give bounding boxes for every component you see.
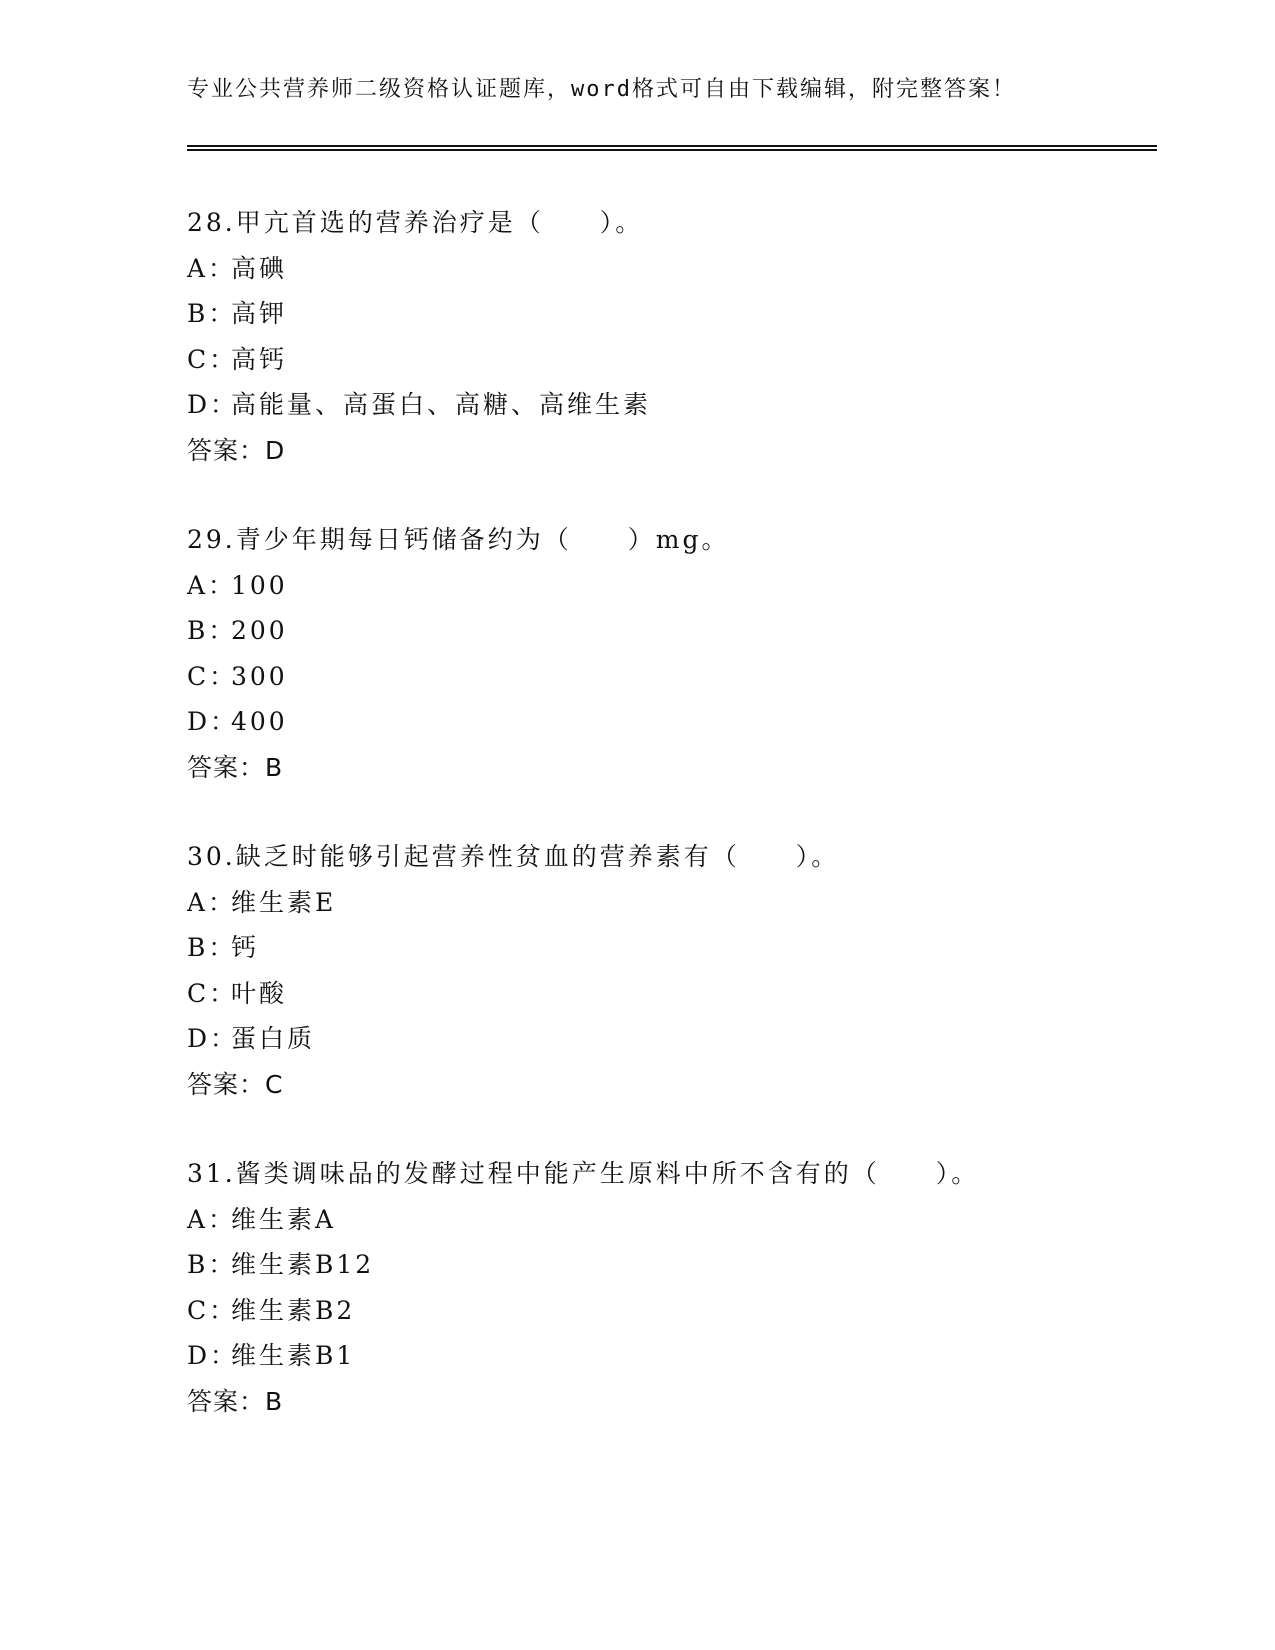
- option-letter: B：: [187, 933, 237, 962]
- option-a: [187, 1197, 1147, 1243]
- question-31: [187, 1151, 1147, 1424]
- option-letter: B：: [187, 1250, 237, 1279]
- option-text: 维生素B2: [231, 1295, 356, 1325]
- option-letter: C：: [187, 1295, 238, 1325]
- option-c: [187, 337, 1147, 383]
- option-letter: A：: [187, 887, 237, 917]
- option-b: [187, 291, 1147, 337]
- page-header: 专业公共营养师二级资格认证题库，word格式可自由下载编辑，附完整答案！: [187, 77, 1016, 102]
- option-b: [187, 1242, 1147, 1288]
- option-text: 200: [231, 616, 288, 645]
- option-text: 叶酸: [231, 978, 288, 1008]
- header-double-rule: [187, 145, 1157, 151]
- option-text: 高钾: [231, 299, 288, 328]
- option-c: [187, 1288, 1147, 1334]
- question-stem: 31.酱类调味品的发酵过程中能产生原料中所不含有的（ ）。: [187, 1159, 980, 1188]
- option-letter: D：: [187, 1341, 239, 1370]
- option-b: [187, 608, 1147, 654]
- option-letter: B：: [187, 299, 237, 328]
- option-c: [187, 971, 1147, 1017]
- option-d: [187, 699, 1147, 745]
- option-text: 维生素B1: [231, 1341, 356, 1370]
- option-letter: A：: [187, 1204, 237, 1234]
- option-a: [187, 563, 1147, 609]
- option-letter: C：: [187, 978, 238, 1008]
- option-d: [187, 1016, 1147, 1062]
- option-letter: D：: [187, 1024, 239, 1053]
- question-28: [187, 200, 1147, 473]
- option-letter: D：: [187, 390, 239, 419]
- option-text: 高能量、高蛋白、高糖、高维生素: [231, 390, 652, 419]
- question-list: [187, 200, 1147, 1468]
- option-letter: A：: [187, 570, 237, 600]
- question-29: [187, 517, 1147, 790]
- option-text: 维生素B12: [231, 1250, 375, 1279]
- option-text: 钙: [231, 933, 260, 962]
- option-text: 维生素A: [231, 1204, 337, 1234]
- question-30: [187, 834, 1147, 1107]
- option-text: 高碘: [231, 253, 288, 283]
- option-letter: C：: [187, 344, 238, 374]
- answer-line: 答案：D: [187, 435, 286, 465]
- question-stem: 29.青少年期每日钙储备约为（ ）mg。: [187, 525, 730, 554]
- option-a: [187, 246, 1147, 292]
- option-text: 400: [231, 707, 288, 736]
- answer-line: 答案：B: [187, 752, 284, 782]
- option-text: 300: [231, 661, 288, 691]
- option-text: 维生素E: [231, 887, 337, 917]
- option-d: [187, 382, 1147, 428]
- option-letter: B：: [187, 616, 237, 645]
- option-letter: D：: [187, 707, 239, 736]
- answer-line: 答案：B: [187, 1386, 284, 1416]
- option-d: [187, 1333, 1147, 1379]
- option-text: 高钙: [231, 344, 288, 374]
- option-c: [187, 654, 1147, 700]
- option-a: [187, 880, 1147, 926]
- option-text: 100: [231, 570, 288, 600]
- option-letter: C：: [187, 661, 238, 691]
- question-stem: 28.甲亢首选的营养治疗是（ ）。: [187, 208, 644, 237]
- question-stem: 30.缺乏时能够引起营养性贫血的营养素有（ ）。: [187, 842, 840, 871]
- option-letter: A：: [187, 253, 237, 283]
- option-text: 蛋白质: [231, 1024, 316, 1053]
- answer-line: 答案：C: [187, 1069, 284, 1099]
- option-b: [187, 925, 1147, 971]
